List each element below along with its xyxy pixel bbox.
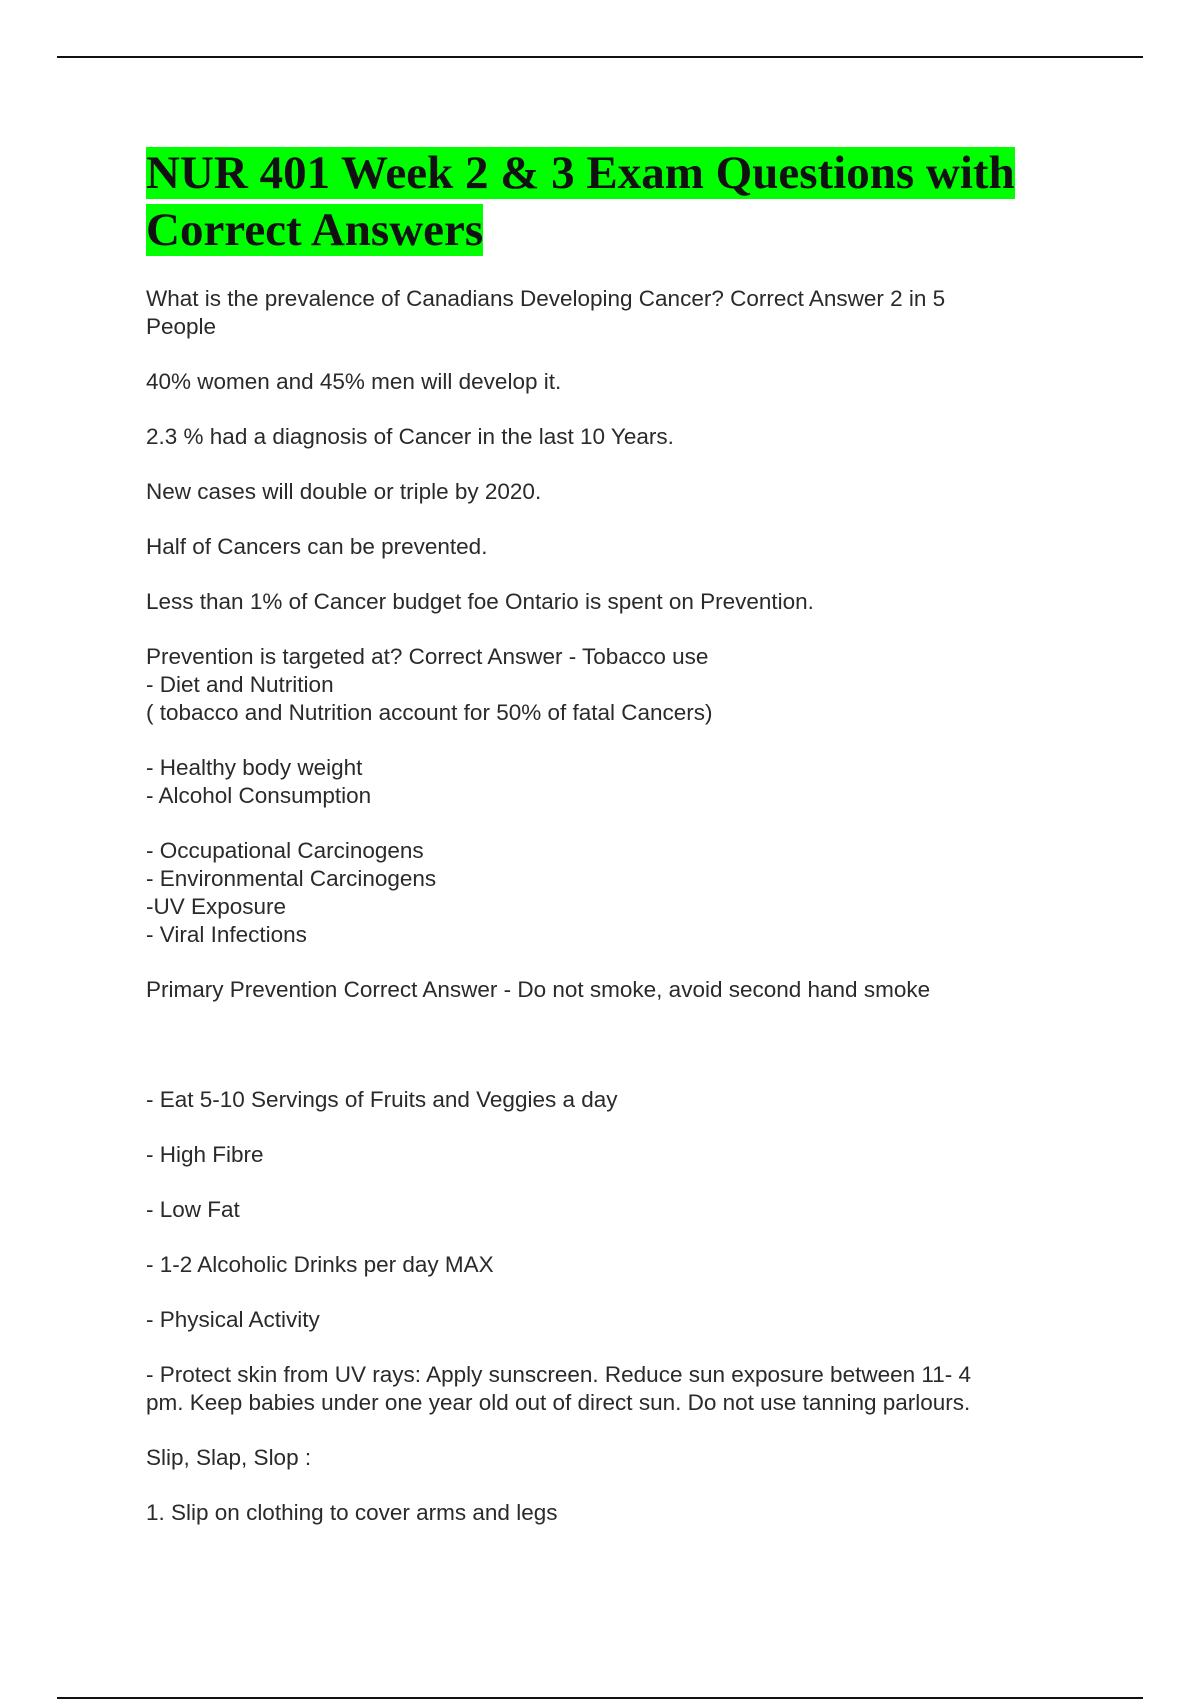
paragraph-stat-prevented <box>146 533 1046 561</box>
paragraph-prevention-targets <box>146 643 1046 727</box>
document-page <box>146 145 1046 1554</box>
text-line: New cases will double or triple by 2020. <box>146 479 542 504</box>
text-line: - Viral Infections <box>146 922 307 947</box>
paragraph-pp-fibre <box>146 1141 1046 1169</box>
paragraph-pp-uv <box>146 1361 1046 1417</box>
text-line: 40% women and 45% men will develop it. <box>146 369 562 394</box>
text-line: - Physical Activity <box>146 1307 320 1332</box>
text-line: - Environmental Carcinogens <box>146 866 437 891</box>
blank-gap <box>146 1031 1046 1086</box>
paragraph-stat-budget <box>146 588 1046 616</box>
text-line: - Occupational Carcinogens <box>146 838 424 863</box>
text-line: ( tobacco and Nutrition account for 50% of fatal Cancers) <box>146 700 713 725</box>
text-line: People <box>146 314 217 339</box>
paragraph-pp-fruits <box>146 1086 1046 1114</box>
paragraph-targets-carcinogens <box>146 837 1046 949</box>
text-line: Slip, Slap, Slop : <box>146 1445 312 1470</box>
text-line: - Alcohol Consumption <box>146 783 372 808</box>
paragraph-slip-1 <box>146 1499 1046 1527</box>
text-line: pm. Keep babies under one year old out of direct sun. Do not use tanning parlours. <box>146 1390 971 1415</box>
text-line: Primary Prevention Correct Answer - Do not smoke, avoid second hand smoke <box>146 977 931 1002</box>
paragraph-stat-new-cases <box>146 478 1046 506</box>
text-line: Prevention is targeted at? Correct Answer - Tobacco use <box>146 644 709 669</box>
text-line: 2.3 % had a diagnosis of Cancer in the last 10 Years. <box>146 424 674 449</box>
text-line: - 1-2 Alcoholic Drinks per day MAX <box>146 1252 494 1277</box>
top-rule <box>57 56 1143 58</box>
paragraph-stat-women-men <box>146 368 1046 396</box>
paragraph-slip-slap-slop <box>146 1444 1046 1472</box>
text-line: - Healthy body weight <box>146 755 363 780</box>
document-title-line-1: NUR 401 Week 2 & 3 Exam Questions with <box>146 147 1015 199</box>
document-body <box>146 285 1046 1527</box>
text-line: - Diet and Nutrition <box>146 672 334 697</box>
paragraph-stat-diagnosis <box>146 423 1046 451</box>
text-line: Half of Cancers can be prevented. <box>146 534 488 559</box>
paragraph-pp-alcohol <box>146 1251 1046 1279</box>
text-line: - Low Fat <box>146 1197 240 1222</box>
text-line: - Protect skin from UV rays: Apply sunscreen. Reduce sun exposure between 11- 4 <box>146 1362 971 1387</box>
paragraph-prevalence <box>146 285 1046 341</box>
document-title-line-2: Correct Answers <box>146 204 484 256</box>
text-line: What is the prevalence of Canadians Developing Cancer? Correct Answer 2 in 5 <box>146 286 946 311</box>
paragraph-pp-activity <box>146 1306 1046 1334</box>
text-line: -UV Exposure <box>146 894 287 919</box>
text-line: 1. Slip on clothing to cover arms and legs <box>146 1500 558 1525</box>
bottom-rule <box>57 1697 1143 1699</box>
paragraph-targets-weight-alcohol <box>146 754 1046 810</box>
document-title <box>146 145 1046 259</box>
paragraph-pp-fat <box>146 1196 1046 1224</box>
text-line: - High Fibre <box>146 1142 264 1167</box>
text-line: Less than 1% of Cancer budget foe Ontario is spent on Prevention. <box>146 589 814 614</box>
paragraph-primary-prevention <box>146 976 1046 1004</box>
text-line: - Eat 5-10 Servings of Fruits and Veggies a day <box>146 1087 618 1112</box>
